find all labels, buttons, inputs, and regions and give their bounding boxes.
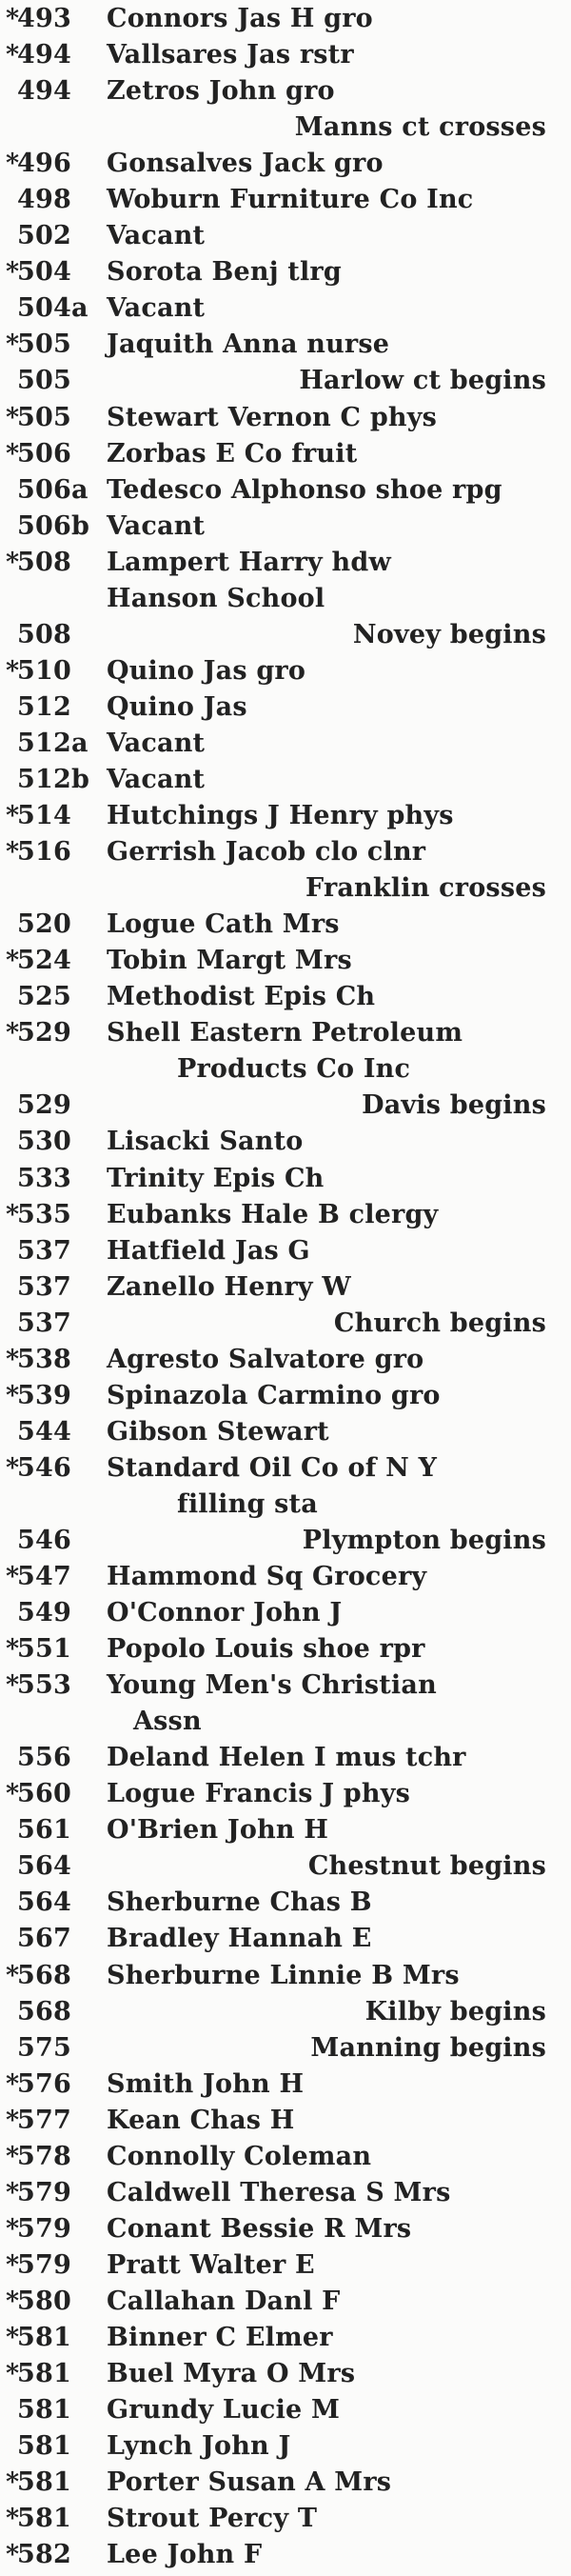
house-number: 564	[17, 1887, 71, 1918]
entry-continuation: Products Co Inc	[177, 1054, 411, 1085]
house-number: 496	[17, 149, 71, 179]
directory-line	[0, 1489, 571, 1524]
street-marker: Plympton begins	[302, 1525, 546, 1555]
street-marker: Harlow ct begins	[299, 366, 546, 396]
house-number: 579	[17, 2177, 71, 2207]
occupant-marker: *	[6, 1452, 20, 1483]
street-marker: Davis begins	[362, 1090, 546, 1121]
occupant-name: Sherburne Chas B	[107, 1887, 372, 1918]
occupant-name: Lynch John J	[107, 2431, 291, 2462]
house-number: 533	[17, 1163, 71, 1193]
occupant-name: Zanello Henry W	[107, 1271, 351, 1302]
occupant-name: Smith John H	[107, 2068, 305, 2099]
house-number: 579	[17, 2249, 71, 2280]
directory-line	[0, 1236, 571, 1270]
occupant-marker: *	[6, 402, 20, 432]
house-number: 578	[17, 2141, 71, 2171]
house-number: 556	[17, 1743, 71, 1773]
occupant-marker: *	[6, 2540, 20, 2570]
directory-line	[0, 1453, 571, 1488]
directory-line	[0, 2504, 571, 2538]
occupant-marker: *	[6, 4, 20, 33]
occupant-name: Conant Bessie R Mrs	[107, 2213, 412, 2244]
directory-line	[0, 1200, 571, 1234]
directory-line	[0, 185, 571, 219]
directory-line	[0, 2250, 571, 2285]
directory-line	[0, 2467, 571, 2502]
directory-line	[0, 1054, 571, 1088]
house-number: 546	[17, 1525, 71, 1555]
occupant-marker: *	[6, 1779, 20, 1809]
occupant-marker: *	[6, 801, 20, 831]
occupant-name: Zorbas E Co fruit	[107, 438, 358, 469]
occupant-name: Quino Jas gro	[107, 655, 306, 686]
house-number: 577	[17, 2105, 71, 2135]
occupant-marker: *	[6, 1634, 20, 1665]
directory-line	[0, 548, 571, 582]
occupant-marker: *	[6, 257, 20, 288]
occupant-name: Jaquith Anna nurse	[107, 329, 390, 360]
directory-line	[0, 1924, 571, 1958]
house-number: 529	[17, 1090, 71, 1121]
directory-line	[0, 873, 571, 908]
house-number: 546	[17, 1452, 71, 1483]
directory-line	[0, 765, 571, 799]
occupant-name: Hammond Sq Grocery	[107, 1562, 427, 1592]
directory-line	[0, 2106, 571, 2140]
occupant-marker: *	[6, 438, 20, 469]
occupant-name: Young Men's Christian	[107, 1670, 437, 1701]
house-number: 560	[17, 1779, 71, 1809]
occupant-name: Stewart Vernon C phys	[107, 402, 438, 432]
occupant-name: O'Connor John J	[107, 1598, 343, 1628]
occupant-name: Gonsalves Jack gro	[107, 149, 384, 179]
house-number: 494	[17, 40, 71, 70]
house-number: 535	[17, 1199, 71, 1229]
house-number: 506b	[17, 510, 90, 541]
directory-line	[0, 2395, 571, 2429]
occupant-name: Kean Chas H	[107, 2105, 295, 2135]
directory-line	[0, 1526, 571, 1560]
house-number: 581	[17, 2504, 71, 2534]
directory-line	[0, 1961, 571, 1995]
house-number: 525	[17, 982, 71, 1012]
directory-line	[0, 2431, 571, 2466]
house-number: 582	[17, 2540, 71, 2570]
directory-line	[0, 620, 571, 654]
directory-line	[0, 475, 571, 509]
directory-line	[0, 1743, 571, 1777]
occupant-name: Bradley Hannah E	[107, 1924, 372, 1954]
directory-line	[0, 1417, 571, 1451]
house-number: 512a	[17, 728, 89, 758]
directory-entries	[0, 4, 571, 2575]
street-marker: Novey begins	[352, 619, 546, 649]
occupant-name: Vacant	[107, 293, 206, 324]
house-number: 551	[17, 1634, 71, 1665]
street-marker: Church begins	[333, 1308, 546, 1338]
occupant-name: Hutchings J Henry phys	[107, 801, 454, 831]
house-number: 516	[17, 837, 71, 868]
house-number: 539	[17, 1380, 71, 1410]
house-number: 514	[17, 801, 71, 831]
occupant-name: Strout Percy T	[107, 2504, 318, 2534]
directory-line	[0, 2286, 571, 2321]
house-number: 512b	[17, 764, 90, 794]
directory-line	[0, 1127, 571, 1161]
house-number: 504	[17, 257, 71, 288]
occupant-name: Vacant	[107, 728, 206, 758]
occupant-name: Popolo Louis shoe rpr	[107, 1634, 425, 1665]
directory-line	[0, 439, 571, 473]
house-number: 506	[17, 438, 71, 469]
occupant-marker: *	[6, 1562, 20, 1592]
house-number: 537	[17, 1271, 71, 1302]
directory-line	[0, 1851, 571, 1886]
directory-line	[0, 801, 571, 835]
house-number: 506a	[17, 474, 89, 505]
directory-line	[0, 1887, 571, 1922]
occupant-marker: *	[6, 1344, 20, 1374]
occupant-name: Vacant	[107, 221, 206, 251]
occupant-name: Hatfield Jas G	[107, 1235, 310, 1266]
house-number: 553	[17, 1670, 71, 1701]
occupant-name: Lee John F	[107, 2540, 263, 2570]
directory-line	[0, 149, 571, 183]
directory-line	[0, 366, 571, 400]
directory-line	[0, 584, 571, 618]
occupant-name: Lisacki Santo	[107, 1127, 304, 1157]
occupant-name: Sorota Benj tlrg	[107, 257, 342, 288]
house-number: 568	[17, 1960, 71, 1990]
occupant-name: Caldwell Theresa S Mrs	[107, 2177, 451, 2207]
occupant-marker: *	[6, 2467, 20, 2498]
house-number: 581	[17, 2431, 71, 2462]
directory-line	[0, 692, 571, 727]
occupant-name: Methodist Epis Ch	[107, 982, 376, 1012]
directory-line	[0, 4, 571, 38]
house-number: 576	[17, 2068, 71, 2099]
directory-line	[0, 1345, 571, 1379]
house-number: 529	[17, 1018, 71, 1048]
occupant-marker: *	[6, 2249, 20, 2280]
house-number: 505	[17, 329, 71, 360]
directory-line	[0, 2178, 571, 2212]
occupant-marker: *	[6, 837, 20, 868]
occupant-marker: *	[6, 2323, 20, 2352]
house-number: 581	[17, 2359, 71, 2389]
occupant-marker: *	[6, 329, 20, 360]
occupant-marker: *	[6, 40, 20, 70]
street-marker: Manning begins	[310, 2032, 546, 2063]
directory-line	[0, 1090, 571, 1125]
occupant-marker: *	[6, 1670, 20, 1701]
occupant-marker: *	[6, 2359, 20, 2389]
occupant-marker: *	[6, 1960, 20, 1990]
directory-line	[0, 1018, 571, 1052]
occupant-name: Logue Cath Mrs	[107, 909, 340, 940]
occupant-name: Vallsares Jas rstr	[107, 40, 354, 70]
occupant-name: Zetros John gro	[107, 76, 335, 107]
house-number: 549	[17, 1598, 71, 1628]
house-number: 493	[17, 4, 71, 33]
house-number: 564	[17, 1851, 71, 1882]
occupant-name: Agresto Salvatore gro	[107, 1344, 424, 1374]
occupant-name: Logue Francis J phys	[107, 1779, 410, 1809]
occupant-name: Grundy Lucie M	[107, 2395, 341, 2426]
occupant-marker: *	[6, 655, 20, 686]
occupant-name: Tedesco Alphonso shoe rpg	[107, 474, 502, 505]
directory-line	[0, 656, 571, 690]
occupant-name: Pratt Walter E	[107, 2249, 315, 2280]
occupant-name: Gibson Stewart	[107, 1416, 329, 1447]
occupant-name: Gerrish Jacob clo clnr	[107, 837, 426, 868]
house-number: 537	[17, 1308, 71, 1338]
house-number: 580	[17, 2286, 71, 2316]
occupant-marker: *	[6, 1380, 20, 1410]
entry-continuation: Assn	[133, 1707, 202, 1737]
occupant-marker: *	[6, 2286, 20, 2316]
occupant-name: Quino Jas	[107, 691, 247, 722]
occupant-marker: *	[6, 2141, 20, 2171]
street-marker: Chestnut begins	[307, 1851, 546, 1882]
occupant-name: Vacant	[107, 764, 206, 794]
directory-line	[0, 2214, 571, 2248]
occupant-name: Deland Helen I mus tchr	[107, 1743, 466, 1773]
occupant-name: Vacant	[107, 510, 206, 541]
street-marker: Manns ct crosses	[294, 112, 546, 143]
directory-line	[0, 76, 571, 110]
occupant-name: Woburn Furniture Co Inc	[107, 185, 474, 215]
house-number: 567	[17, 1924, 71, 1954]
directory-line	[0, 257, 571, 291]
directory-line	[0, 729, 571, 763]
directory-line	[0, 1598, 571, 1632]
house-number: 504a	[17, 293, 89, 324]
occupant-name: Connors Jas H gro	[107, 4, 373, 33]
occupant-name: Standard Oil Co of N Y	[107, 1452, 438, 1483]
house-number: 498	[17, 185, 71, 215]
house-number: 538	[17, 1344, 71, 1374]
occupant-marker: *	[6, 2068, 20, 2099]
occupant-name: Sherburne Linnie B Mrs	[107, 1960, 460, 1990]
directory-line	[0, 1815, 571, 1849]
house-number: 508	[17, 547, 71, 577]
directory-line	[0, 2069, 571, 2104]
occupant-marker: *	[6, 946, 20, 976]
directory-line	[0, 403, 571, 437]
occupant-name: O'Brien John H	[107, 1815, 329, 1846]
house-number: 568	[17, 1996, 71, 2027]
occupant-name: Trinity Epis Ch	[107, 1163, 325, 1193]
house-number: 547	[17, 1562, 71, 1592]
directory-line	[0, 1381, 571, 1415]
occupant-marker: *	[6, 2105, 20, 2135]
occupant-name: Eubanks Hale B clergy	[107, 1199, 439, 1229]
occupant-name: Spinazola Carmino gro	[107, 1380, 441, 1410]
occupant-name: Callahan Danl F	[107, 2286, 341, 2316]
occupant-marker: *	[6, 149, 20, 179]
directory-line	[0, 2033, 571, 2067]
house-number: 537	[17, 1235, 71, 1266]
directory-line	[0, 293, 571, 328]
house-number: 520	[17, 909, 71, 940]
occupant-marker: *	[6, 547, 20, 577]
house-number: 579	[17, 2213, 71, 2244]
directory-line	[0, 1164, 571, 1198]
occupant-name: Lampert Harry hdw	[107, 547, 391, 577]
occupant-name: Porter Susan A Mrs	[107, 2467, 392, 2498]
street-marker: Franklin crosses	[305, 873, 546, 904]
house-number: 505	[17, 402, 71, 432]
street-marker: Kilby begins	[364, 1996, 546, 2027]
house-number: 581	[17, 2395, 71, 2426]
directory-line	[0, 1997, 571, 2031]
house-number: 502	[17, 221, 71, 251]
occupant-marker: *	[6, 1018, 20, 1048]
directory-line	[0, 909, 571, 944]
directory-line	[0, 2323, 571, 2357]
directory-line	[0, 1707, 571, 1741]
directory-line	[0, 1272, 571, 1307]
directory-line	[0, 2142, 571, 2176]
directory-line	[0, 1308, 571, 1343]
house-number: 581	[17, 2323, 71, 2352]
directory-line	[0, 837, 571, 871]
entry-continuation: filling sta	[177, 1488, 318, 1519]
directory-line	[0, 946, 571, 980]
occupant-marker: *	[6, 1199, 20, 1229]
house-number: 510	[17, 655, 71, 686]
house-number: 530	[17, 1127, 71, 1157]
directory-line	[0, 329, 571, 364]
house-number: 561	[17, 1815, 71, 1846]
directory-line	[0, 982, 571, 1016]
occupant-name: Shell Eastern Petroleum	[107, 1018, 463, 1048]
directory-line	[0, 221, 571, 255]
directory-line	[0, 2540, 571, 2574]
occupant-marker: *	[6, 2504, 20, 2534]
house-number: 494	[17, 76, 71, 107]
house-number: 524	[17, 946, 71, 976]
occupant-marker: *	[6, 2177, 20, 2207]
house-number: 581	[17, 2467, 71, 2498]
directory-line	[0, 1779, 571, 1813]
directory-line	[0, 511, 571, 546]
directory-line	[0, 2359, 571, 2393]
directory-line	[0, 1634, 571, 1668]
directory-line	[0, 112, 571, 147]
directory-line	[0, 1670, 571, 1705]
occupant-marker: *	[6, 2213, 20, 2244]
house-number: 575	[17, 2032, 71, 2063]
house-number: 544	[17, 1416, 71, 1447]
house-number: 512	[17, 691, 71, 722]
house-number: 508	[17, 619, 71, 649]
house-number: 505	[17, 366, 71, 396]
occupant-name: Binner C Elmer	[107, 2323, 333, 2352]
occupant-name: Buel Myra O Mrs	[107, 2359, 356, 2389]
occupant-name: Connolly Coleman	[107, 2141, 372, 2171]
entry-continuation: Hanson School	[107, 583, 325, 613]
directory-line	[0, 40, 571, 74]
occupant-name: Tobin Margt Mrs	[107, 946, 352, 976]
directory-line	[0, 1562, 571, 1596]
